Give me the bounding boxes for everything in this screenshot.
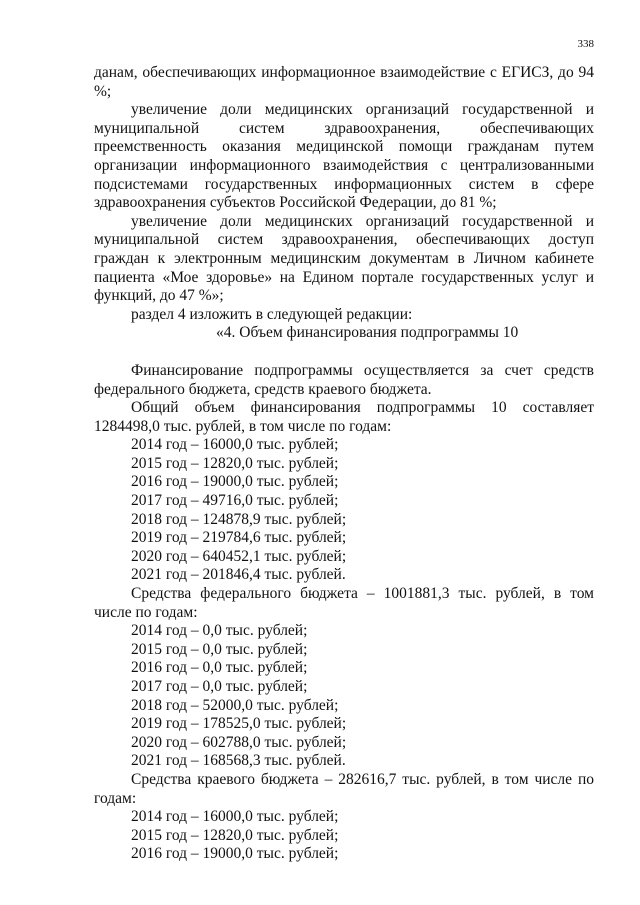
list-item: 2020 год – 602788,0 тыс. рублей; — [131, 733, 347, 751]
paragraph-federal-budget: Средства федерального бюджета – 1001881,3 тыс. рублей, в том числе по годам: — [94, 585, 594, 621]
blank-line — [94, 343, 594, 362]
list-item: 2017 год – 49716,0 тыс. рублей; — [131, 492, 339, 510]
total-by-year-list — [94, 436, 594, 585]
list-item: 2014 год – 16000,0 тыс. рублей; — [131, 808, 339, 826]
paragraph-section-edit: раздел 4 изложить в следующей редакции: — [131, 305, 413, 323]
list-item: 2019 год – 178525,0 тыс. рублей; — [131, 715, 347, 733]
list-item: 2015 год – 12820,0 тыс. рублей; — [131, 454, 339, 472]
paragraph-egisz: данам, обеспечивающих информационное взаимодействие с ЕГИСЗ, до 94 %; — [94, 64, 594, 100]
list-item: 2014 год – 0,0 тыс. рублей; — [131, 622, 308, 640]
list-item: 2018 год – 124878,9 тыс. рублей; — [131, 510, 347, 528]
list-item: 2016 год – 19000,0 тыс. рублей; — [131, 845, 339, 863]
paragraph-regional-budget: Средства краевого бюджета – 282616,7 тыс. рублей, в том числе по годам: — [94, 770, 594, 807]
list-item: 2018 год – 52000,0 тыс. рублей; — [131, 696, 339, 714]
paragraph-total-volume: Общий объем финансирования подпрограммы 10 составляет — [131, 399, 594, 417]
federal-by-year-list — [94, 622, 594, 771]
list-item: 2017 год – 0,0 тыс. рублей; — [131, 678, 308, 695]
list-item: 2016 год – 0,0 тыс. рублей; — [131, 659, 308, 677]
list-item: 2015 год – 0,0 тыс. рублей; — [131, 640, 308, 658]
regional-by-year-list — [94, 808, 594, 864]
list-item: 2020 год – 640452,1 тыс. рублей; — [131, 547, 347, 565]
list-item: 2021 год – 201846,4 тыс. рублей. — [131, 566, 346, 584]
paragraph-continuity: увеличение доли медицинских организаций государственной и муниципальной систем здравоохранения, обеспечивающих преемственность оказания медицинской помощи гражданам путем организации информационного взаимодействия с централизованными подсистемами государственных информационных систем в сфере здравоохранения субъектов Российской Федерации, до 81 %; — [94, 101, 594, 212]
list-item: 2014 год – 16000,0 тыс. рублей; — [131, 436, 339, 454]
list-item: 2015 год – 12820,0 тыс. рублей; — [131, 826, 339, 844]
list-item: 2016 год – 19000,0 тыс. рублей; — [131, 473, 339, 491]
page-number: 338 — [577, 38, 594, 50]
paragraph-personal-cabinet: увеличение доли медицинских организаций государственной и муниципальной систем здравоохранения, обеспечивающих доступ граждан к электронным медицинским документам в Личном кабинете пациента «Мое здоровье» на Едином портале государственных услуг и функций, до 47 %»; — [94, 212, 594, 305]
section-heading: «4. Объем финансирования подпрограммы 10 — [216, 324, 519, 342]
paragraph-total-volume-cont: 1284498,0 тыс. рублей, в том числе по годам: — [94, 417, 392, 435]
list-item: 2021 год – 168568,3 тыс. рублей. — [131, 752, 346, 770]
document-body — [94, 64, 594, 864]
paragraph-financing-sources: Финансирование подпрограммы осуществляется за счет средств федерального бюджета, средств краевого бюджета. — [94, 361, 594, 398]
list-item: 2019 год – 219784,6 тыс. рублей; — [131, 529, 347, 547]
